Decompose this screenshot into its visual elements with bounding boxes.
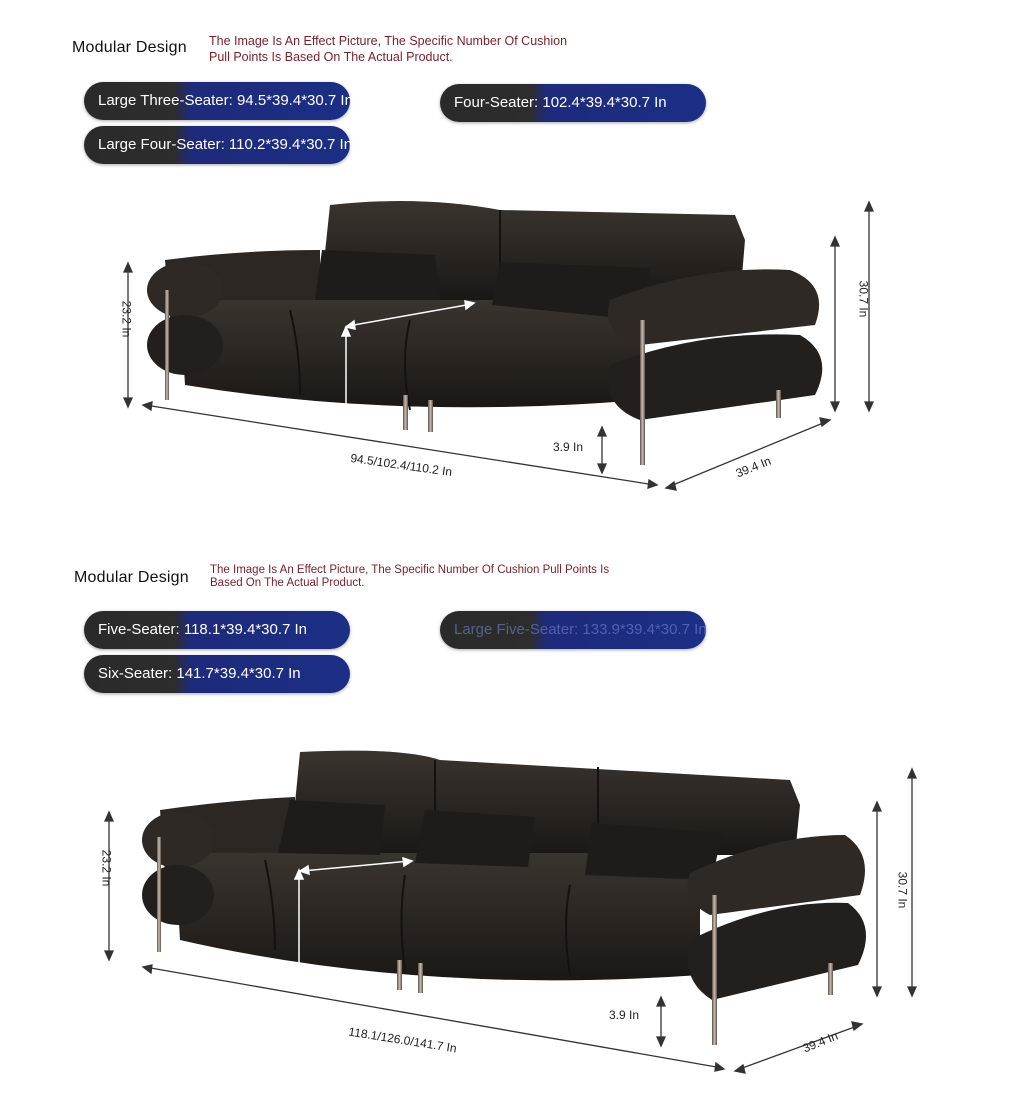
leg-height-dimension: 3.9 In bbox=[553, 440, 584, 454]
size-option-label: Four-Seater: 102.4*39.4*30.7 In bbox=[454, 94, 667, 111]
note-line: Based On The Actual Product. bbox=[210, 577, 365, 589]
size-option-label: Five-Seater: 118.1*39.4*30.7 In bbox=[98, 621, 308, 638]
depth-dimension: 39.4 In bbox=[800, 1028, 840, 1056]
note-line: The Image Is An Effect Picture, The Specific Number Of Cushion bbox=[209, 34, 568, 48]
leg-height-dimension: 3.9 In bbox=[609, 1008, 640, 1022]
arm-height-dimension: 23.2 In bbox=[119, 300, 134, 338]
size-option-label: Large Four-Seater: 110.2*39.4*30.7 In bbox=[98, 136, 353, 153]
note-line: The Image Is An Effect Picture, The Specific Number Of Cushion Pull Points Is bbox=[210, 564, 610, 576]
note-line: Pull Points Is Based On The Actual Product. bbox=[209, 50, 453, 64]
size-option-label: Six-Seater: 141.7*39.4*30.7 In bbox=[98, 665, 301, 682]
sofa-section-2 bbox=[0, 555, 1010, 1105]
sofa-section-1 bbox=[0, 0, 1010, 530]
height-dimension: 30.7 In bbox=[895, 871, 910, 909]
size-option-label: Large Five-Seater: 133.9*39.4*30.7 In bbox=[454, 621, 707, 638]
height-dimension: 30.7 In bbox=[856, 280, 871, 318]
sofa-illustration bbox=[0, 0, 1010, 530]
section-heading: Modular Design bbox=[72, 39, 187, 56]
length-dimension: 94.5/102.4/110.2 In bbox=[349, 450, 454, 480]
length-dimension: 118.1/126.0/141.7 In bbox=[347, 1024, 458, 1056]
arm-height-dimension: 23.2 In bbox=[99, 849, 114, 887]
section-heading: Modular Design bbox=[74, 569, 189, 586]
depth-dimension: 39.4 In bbox=[733, 453, 773, 481]
sofa-illustration bbox=[0, 555, 1010, 1105]
size-option-label: Large Three-Seater: 94.5*39.4*30.7 In bbox=[98, 92, 353, 109]
